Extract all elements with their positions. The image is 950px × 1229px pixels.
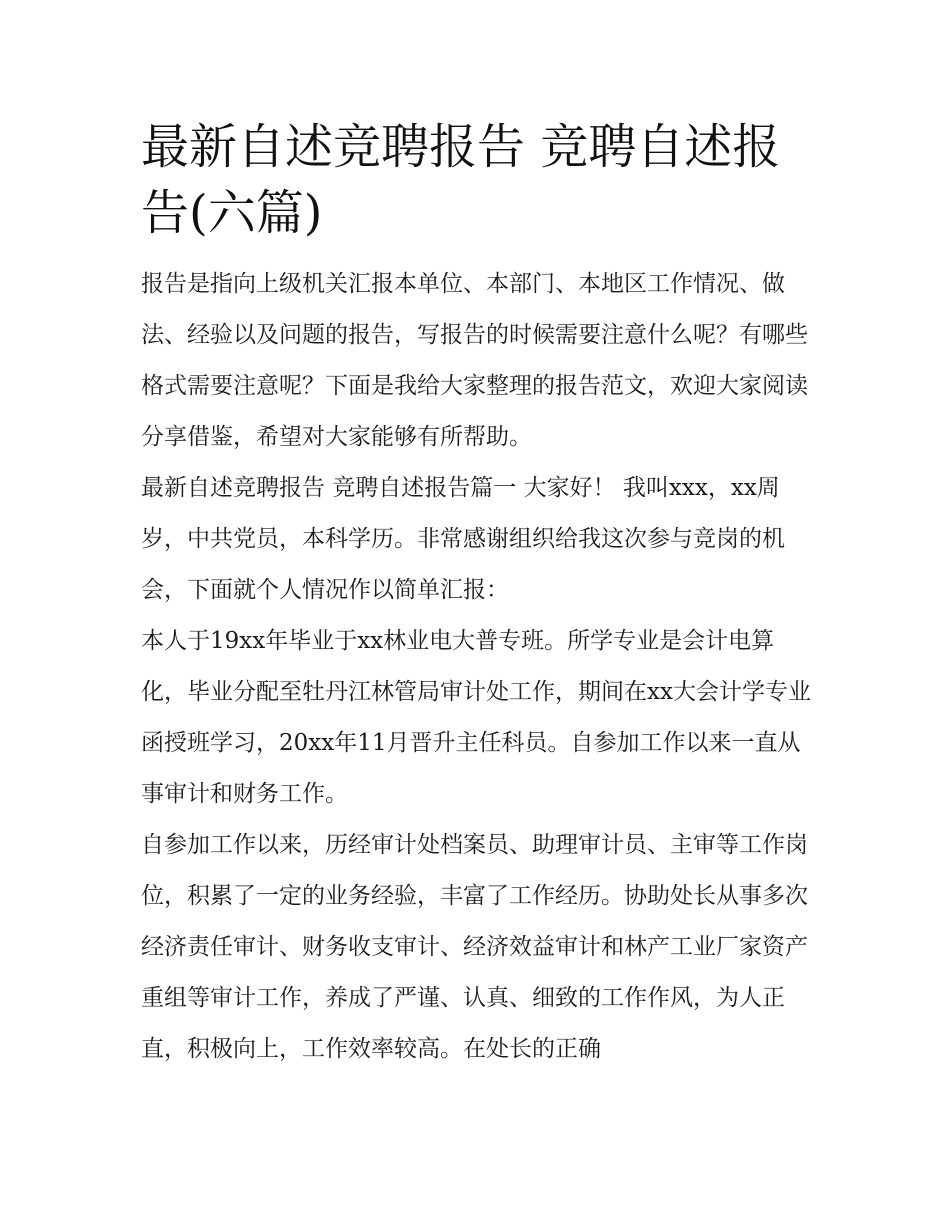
- paragraph-intro: 报告是指向上级机关汇报本单位、本部门、本地区工作情况、做法、经验以及问题的报告，写报告的时候需要注意什么呢？有哪些格式需要注意呢？下面是我给大家整理的报告范文，欢迎大家阅读分享借鉴，希望对大家能够有所帮助。: [141, 271, 808, 450]
- paragraph-background: 本人于19xx年毕业于xx林业电大普专班。所学专业是会计电算化，毕业分配至牡丹江林管局审计处工作，期间在xx大会计学专业函授班学习，20xx年11月晋升主任科员。自参加工作以来一直从事审计和财务工作。: [141, 628, 811, 807]
- paragraph-greeting: 最新自述竞聘报告 竞聘自述报告篇一 大家好！ 我叫xxx，xx周岁，中共党员，本科学历。非常感谢组织给我这次参与竞岗的机会，下面就个人情况作以简单汇报：: [141, 475, 785, 603]
- paragraph-experience: 自参加工作以来，历经审计处档案员、助理审计员、主审等工作岗位，积累了一定的业务经验，丰富了工作经历。协助处长从事多次经济责任审计、财务收支审计、经济效益审计和林产工业厂家资产重组等审计工作，养成了严谨、认真、细致的工作作风，为人正直，积极向上，工作效率较高。在处长的正确: [141, 832, 808, 1062]
- document-title: 最新自述竞聘报告 竞聘自述报告(六篇): [141, 119, 781, 241]
- document-body: [141, 114, 813, 1075]
